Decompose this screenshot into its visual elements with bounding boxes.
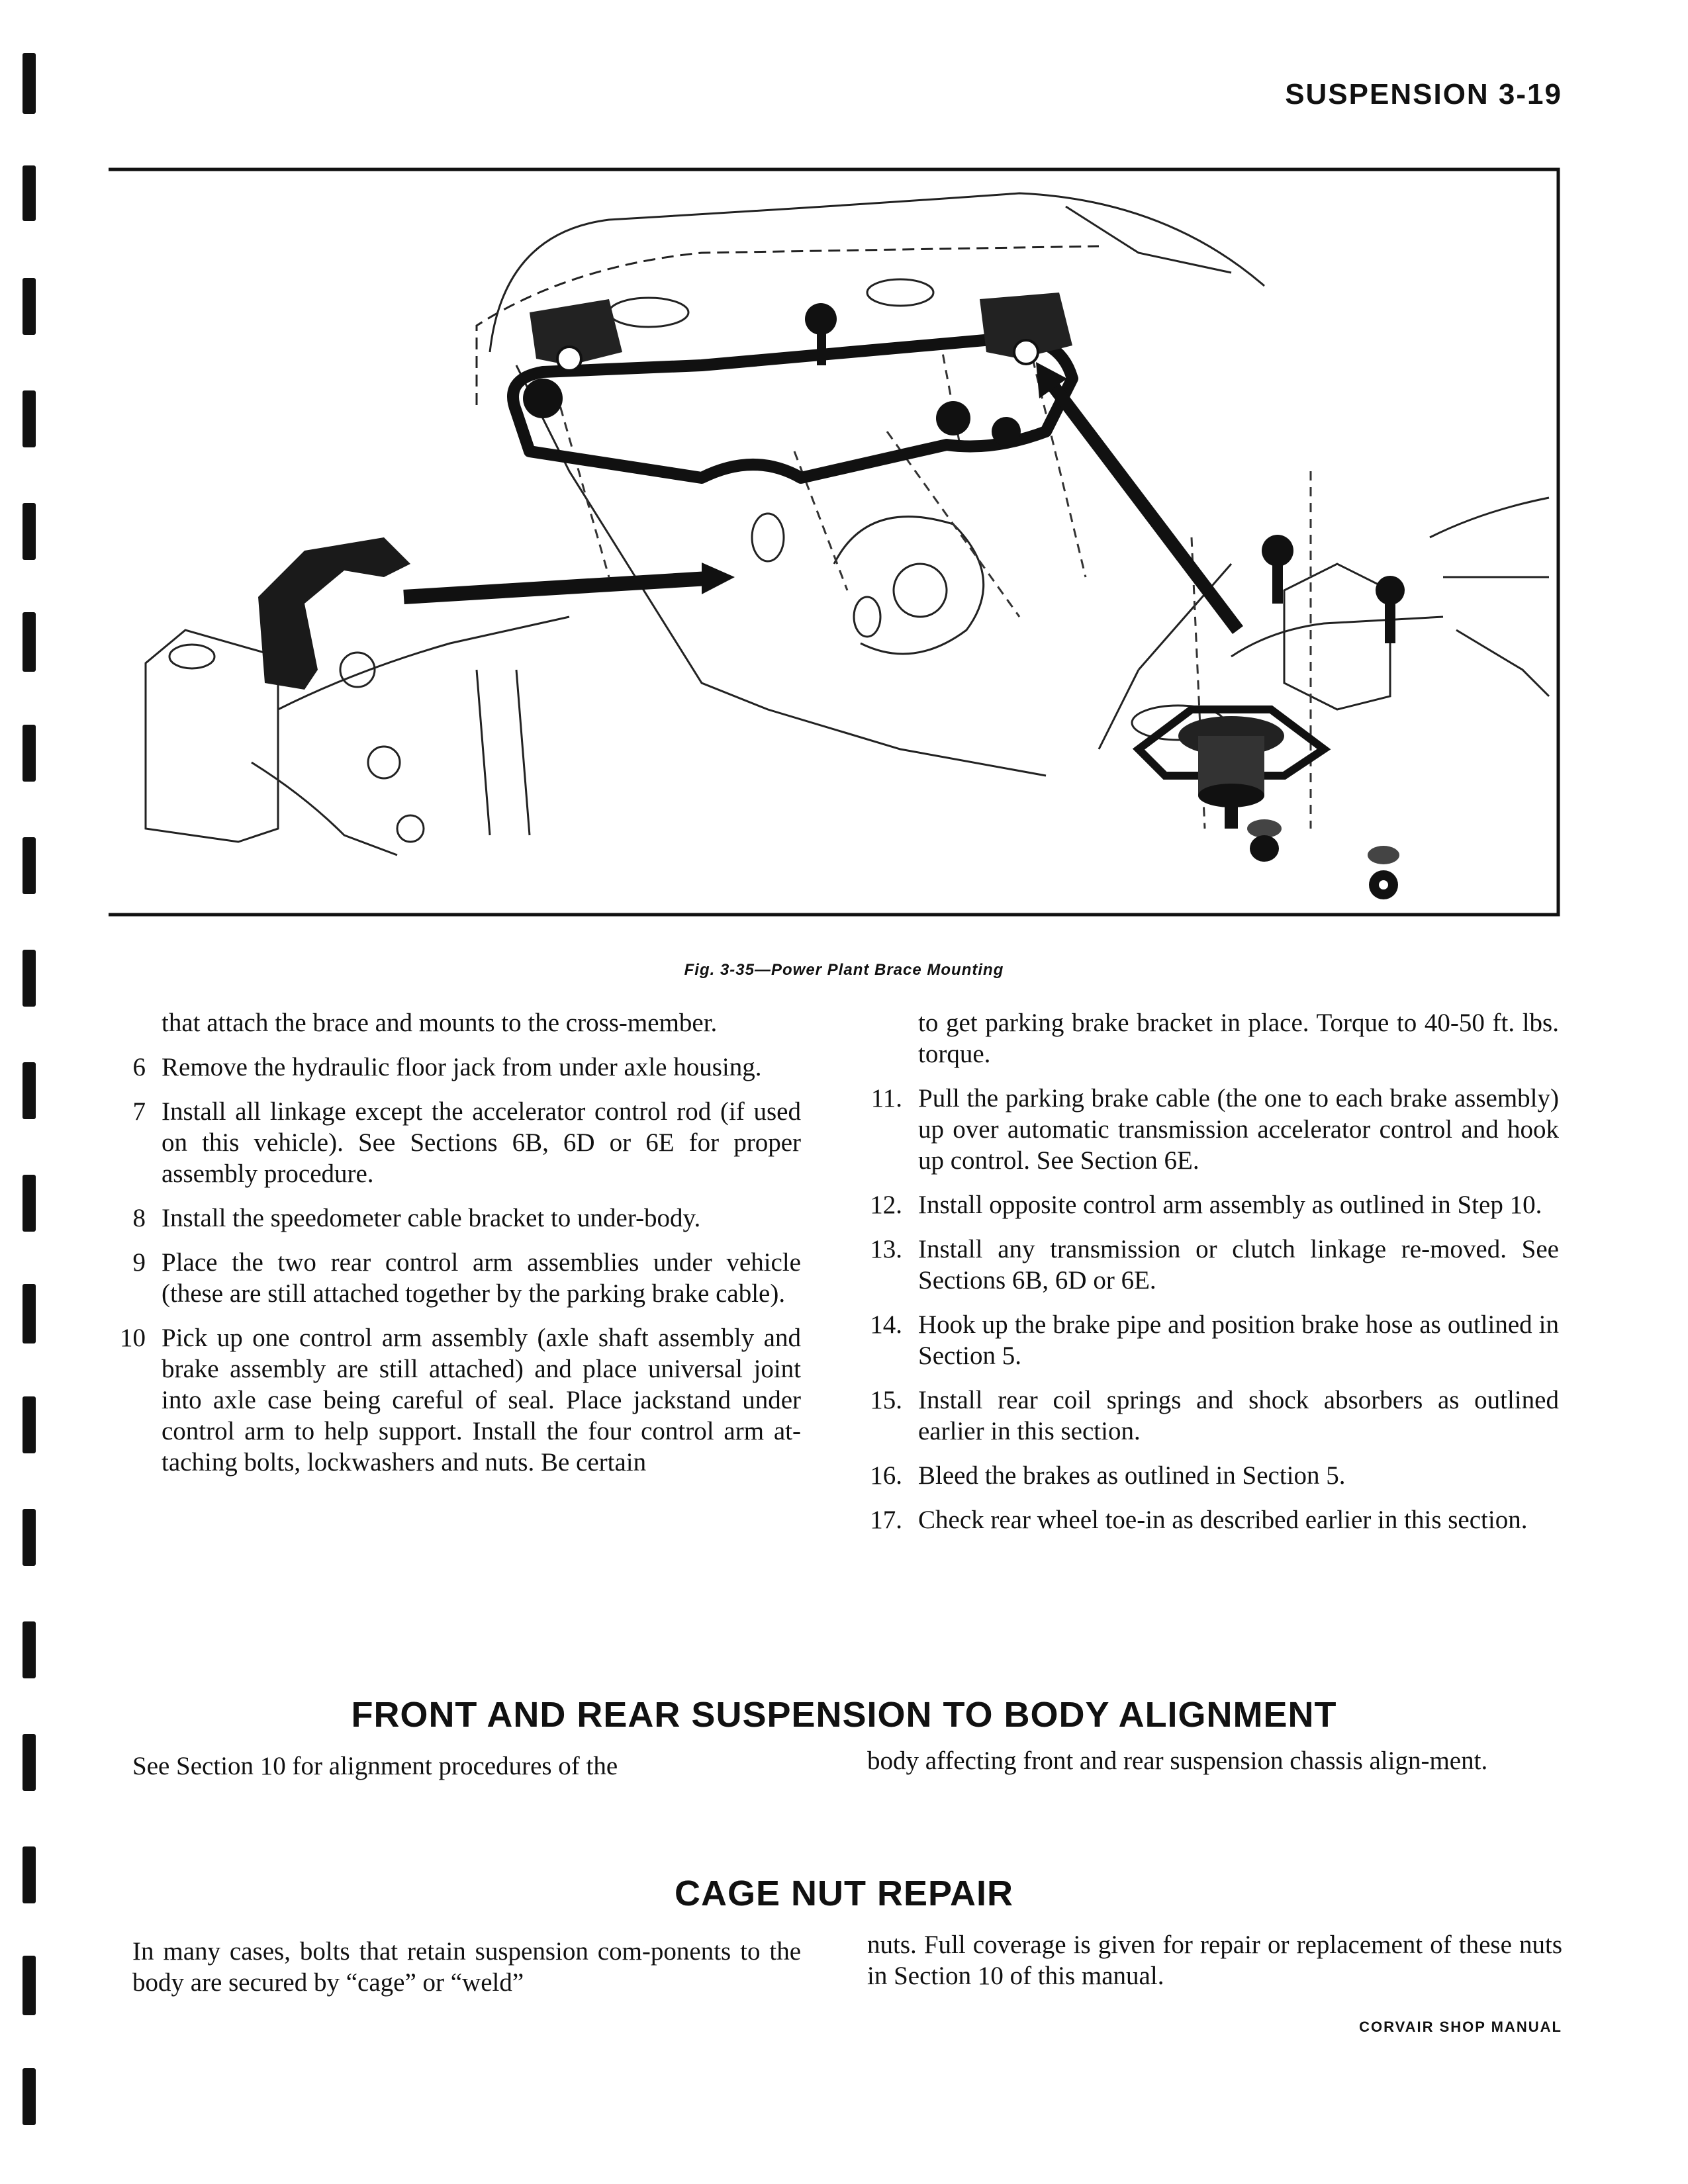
list-item <box>106 1096 801 1189</box>
section-heading-alignment: FRONT AND REAR SUSPENSION TO BODY ALIGNMENT <box>351 1695 1337 1735</box>
continuation-text: that attach the brace and mounts to the cross-member. <box>162 1009 718 1037</box>
binder-mark <box>23 53 36 114</box>
step-text: Install opposite control arm assembly as outlined in Step 10. <box>918 1191 1542 1219</box>
binder-mark <box>23 503 36 560</box>
continuation-text: to get parking brake bracket in place. Torque to 40-50 ft. lbs. torque. <box>918 1009 1559 1068</box>
step-text: Install any transmission or clutch linkage re-moved. See Sections 6B, 6D or 6E. <box>918 1235 1559 1295</box>
page-header: SUSPENSION 3-19 <box>1285 78 1562 111</box>
step-number: 9 <box>132 1248 146 1277</box>
binder-mark <box>23 725 36 782</box>
list-item <box>857 1385 1559 1447</box>
list-item <box>857 1234 1559 1296</box>
binder-mark <box>23 165 36 221</box>
binder-mark <box>23 1284 36 1343</box>
binder-mark <box>23 278 36 335</box>
figure-caption: Fig. 3-35—Power Plant Brace Mounting <box>684 961 1004 979</box>
step-number: 6 <box>132 1053 146 1081</box>
binder-mark <box>23 1396 36 1453</box>
alignment-right-text: body affecting front and rear suspension chassis align-ment. <box>867 1747 1488 1775</box>
binder-mark <box>23 837 36 894</box>
binder-mark <box>23 1175 36 1232</box>
binder-mark <box>23 612 36 672</box>
list-item <box>106 1322 801 1478</box>
step-number: 10 <box>120 1324 146 1352</box>
section-heading-cage-nut: CAGE NUT REPAIR <box>674 1874 1014 1913</box>
step-text: Bleed the brakes as outlined in Section 5. <box>918 1461 1346 1490</box>
left-column <box>106 1007 801 1491</box>
step-text: Pull the parking brake cable (the one to each brake assembly) up over automatic transmission accelerator control and hook up control. See Section 6E. <box>918 1084 1559 1175</box>
binder-mark <box>23 1734 36 1791</box>
step-text: Install the speedometer cable bracket to under-body. <box>162 1204 701 1232</box>
list-item <box>106 1203 801 1234</box>
step-text: Check rear wheel toe-in as described earlier in this section. <box>918 1506 1528 1534</box>
binder-mark <box>23 1956 36 2015</box>
binder-mark <box>23 1509 36 1566</box>
binder-mark <box>23 390 36 447</box>
step-number: 8 <box>132 1204 146 1232</box>
alignment-left-text: See Section 10 for alignment procedures of the <box>132 1752 618 1780</box>
binder-mark <box>23 2068 36 2125</box>
step-number: 17. <box>870 1506 902 1534</box>
binder-mark <box>23 1062 36 1119</box>
step-number: 13. <box>870 1235 902 1263</box>
cage-nut-right-text: nuts. Full coverage is given for repair or replacement of these nuts in Section 10 of this manual. <box>867 1931 1562 1990</box>
page-footer: CORVAIR SHOP MANUAL <box>1359 2019 1562 2035</box>
step-text: Hook up the brake pipe and position brake hose as outlined in Section 5. <box>918 1310 1559 1370</box>
brace-mounting-illustration <box>106 167 1561 917</box>
list-item <box>857 1504 1559 1535</box>
step-text: Place the two rear control arm assemblies under vehicle (these are still attached together by the parking brake cable). <box>162 1248 801 1308</box>
figure-power-plant-brace <box>106 167 1561 917</box>
step-text: Pick up one control arm assembly (axle shaft assembly and brake assembly are still attached) and place universal joint into axle case being careful of seal. Place jackstand under control arm to help support. Install the four control arm at-taching bolts, lockwashers and nuts. Be certain <box>162 1324 801 1477</box>
step-text: Remove the hydraulic floor jack from under axle housing. <box>162 1053 762 1081</box>
step-number: 11. <box>870 1084 902 1113</box>
list-item <box>106 1247 801 1309</box>
list-item <box>857 1083 1559 1176</box>
step-number: 15. <box>870 1386 902 1414</box>
right-column <box>857 1007 1559 1549</box>
cage-nut-left-text: In many cases, bolts that retain suspension com-ponents to the body are secured by “cage” or “weld” <box>132 1937 801 1997</box>
list-item <box>857 1460 1559 1491</box>
binder-mark <box>23 1621 36 1678</box>
step-text: Install rear coil springs and shock absorbers as outlined earlier in this section. <box>918 1386 1559 1445</box>
step-number: 14. <box>870 1310 902 1339</box>
list-item <box>857 1189 1559 1220</box>
step-number: 7 <box>132 1097 146 1126</box>
list-item <box>106 1052 801 1083</box>
step-number: 12. <box>870 1191 902 1219</box>
step-text: Install all linkage except the accelerator control rod (if used on this vehicle). See Sections 6B, 6D or 6E for proper assembly procedure. <box>162 1097 801 1188</box>
step-number: 16. <box>870 1461 902 1490</box>
list-item <box>857 1309 1559 1371</box>
